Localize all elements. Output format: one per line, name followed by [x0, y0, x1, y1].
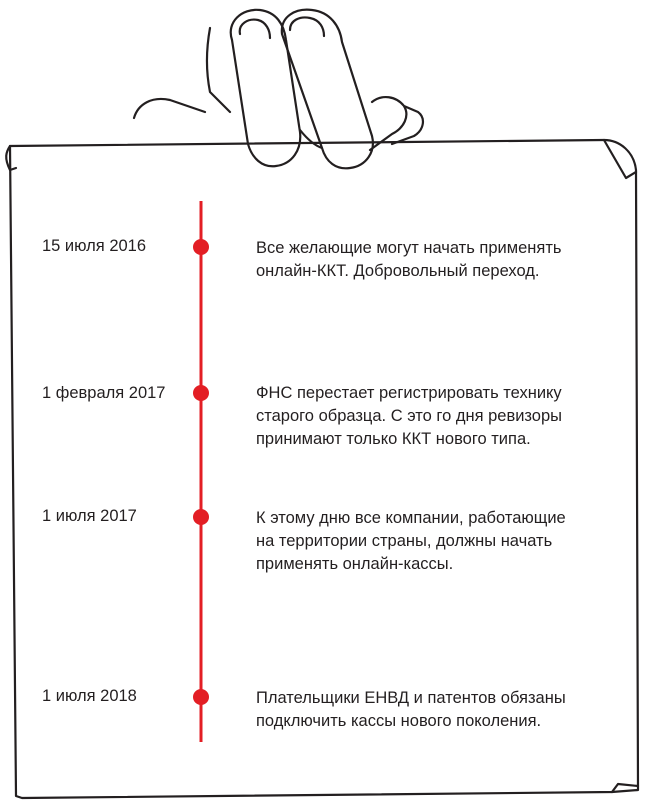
- event-description: ФНС перестает регистрировать технику старого образца. С это го дня ревизоры принимают только ККТ нового типа.: [256, 384, 563, 448]
- event-description: К этому дню все компании, работающие на территории страны, должны начать применять онлайн-кассы.: [256, 509, 566, 573]
- hand-fingernail-right-outline: [290, 18, 324, 37]
- timeline-marker-2016-07: [193, 239, 209, 255]
- event-date: 1 июля 2017: [42, 507, 137, 525]
- timeline-marker-2018-07: [193, 689, 209, 705]
- hand-finger-right-outline: [282, 10, 373, 169]
- event-date: 15 июля 2016: [42, 237, 147, 255]
- hand-fingernail-left-outline: [240, 20, 270, 38]
- event-date: 1 июля 2018: [42, 687, 137, 705]
- timeline-marker-2017-07: [193, 509, 209, 525]
- event-description: Все желающие могут начать применять онлайн-ККТ. Добровольный переход.: [256, 239, 562, 280]
- timeline-marker-2017-02: [193, 385, 209, 401]
- hand-palm-outline: [134, 28, 423, 150]
- sign-fold-top-right: [604, 140, 636, 178]
- event-description: Плательщики ЕНВД и патентов обязаны подключить кассы нового поколения.: [256, 689, 566, 730]
- event-date: 1 февраля 2017: [42, 384, 166, 402]
